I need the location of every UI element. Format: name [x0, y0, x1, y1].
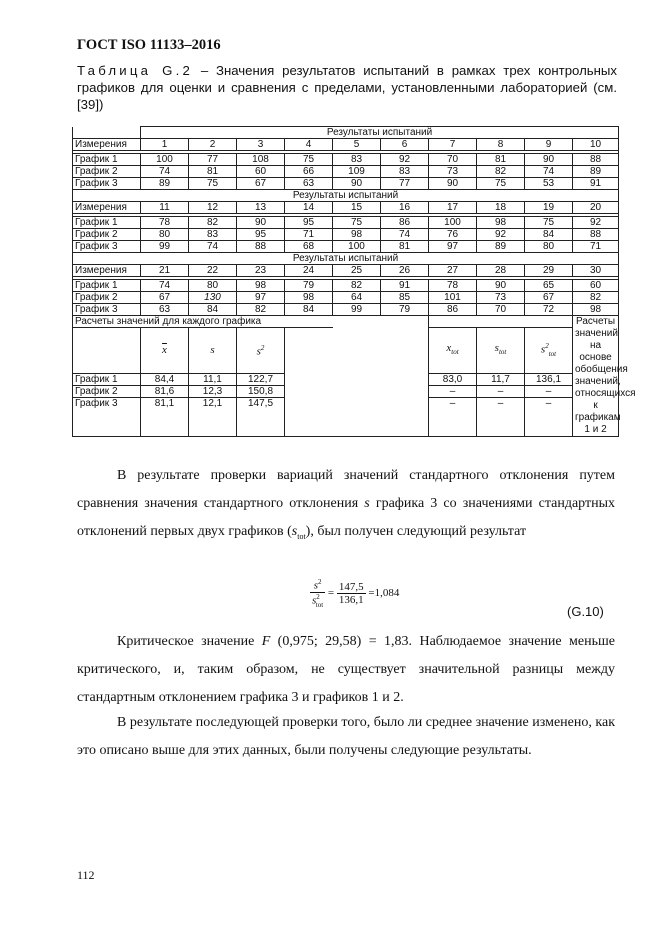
- measure-num: 29: [525, 265, 573, 277]
- cell: 98: [477, 217, 525, 229]
- measure-num: 22: [189, 265, 237, 277]
- measure-row: [73, 265, 619, 277]
- cell: 122,7: [237, 374, 285, 386]
- cell: 88: [573, 154, 619, 166]
- measure-label: Измерения: [73, 202, 141, 214]
- measure-num: 18: [477, 202, 525, 214]
- table-row: [73, 280, 619, 292]
- cell: 83,0: [429, 374, 477, 386]
- cell: 78: [141, 217, 189, 229]
- s2tot-symbol: $s^2_{tot}$: [525, 328, 573, 374]
- cell: 92: [573, 217, 619, 229]
- xbar-symbol: $\overline{x}$: [141, 328, 189, 374]
- para3-text: В результате последующей проверки того, было ли среднее значение изменено, как это описано выше для этих данных, были получены следующие результаты.: [77, 715, 615, 758]
- cell: 74: [381, 229, 429, 241]
- cell: 109: [333, 166, 381, 178]
- table-row: [73, 154, 619, 166]
- cell: 81,1: [141, 398, 189, 437]
- measure-num: 26: [381, 265, 429, 277]
- cell: 75: [525, 217, 573, 229]
- cell: 60: [237, 166, 285, 178]
- measure-num: 30: [573, 265, 619, 277]
- cell: 84: [285, 304, 333, 316]
- cell: 66: [285, 166, 333, 178]
- cell: –: [525, 386, 573, 398]
- cell: 84: [525, 229, 573, 241]
- section-title: Результаты испытаний: [73, 190, 619, 202]
- section-title: Результаты испытаний: [141, 127, 619, 139]
- measure-num: 27: [429, 265, 477, 277]
- cell: 88: [237, 241, 285, 253]
- cell: 150,8: [237, 386, 285, 398]
- row-label: График 3: [73, 304, 141, 316]
- cell: 85: [381, 292, 429, 304]
- cell: 100: [333, 241, 381, 253]
- table-row: [73, 166, 619, 178]
- cell: 68: [285, 241, 333, 253]
- cell: 64: [333, 292, 381, 304]
- para1-text-c: ), был получен следующий результат: [305, 524, 527, 539]
- calc-note: Расчеты значений на основе обобщения значений, относящихся к графикам 1 и 2: [573, 316, 619, 437]
- cell: 81: [381, 241, 429, 253]
- measure-num: 15: [333, 202, 381, 214]
- s2-symbol: $s^2$: [237, 328, 285, 374]
- cell: 91: [573, 178, 619, 190]
- cell: 97: [237, 292, 285, 304]
- cell: 67: [237, 178, 285, 190]
- cell: 71: [285, 229, 333, 241]
- measure-num: 16: [381, 202, 429, 214]
- cell: 83: [381, 166, 429, 178]
- cell: 79: [285, 280, 333, 292]
- cell: 75: [333, 217, 381, 229]
- measure-num: 12: [189, 202, 237, 214]
- measure-label: Измерения: [73, 265, 141, 277]
- s-symbol: s: [189, 328, 237, 374]
- results-table: [72, 126, 636, 437]
- row-label: График 3: [73, 241, 141, 253]
- cell: 11,1: [189, 374, 237, 386]
- cell: 82: [237, 304, 285, 316]
- cell: 77: [381, 178, 429, 190]
- cell: 73: [477, 292, 525, 304]
- row-label: График 2: [73, 166, 141, 178]
- calc-title: Расчеты значений для каждого графика: [73, 316, 333, 328]
- cell: 100: [141, 154, 189, 166]
- cell: 77: [189, 154, 237, 166]
- row-label: График 2: [73, 229, 141, 241]
- cell: 90: [429, 178, 477, 190]
- cell: –: [429, 386, 477, 398]
- document-header: ГОСТ ISO 11133–2016: [77, 37, 221, 53]
- paragraph-3: [77, 709, 615, 765]
- row-label: График 2: [73, 386, 141, 398]
- cell: –: [477, 398, 525, 437]
- table-row: [73, 217, 619, 229]
- cell: 97: [429, 241, 477, 253]
- measure-num: 7: [429, 139, 477, 151]
- measure-num: 3: [237, 139, 285, 151]
- measure-num: 24: [285, 265, 333, 277]
- cell: 67: [525, 292, 573, 304]
- cell: 65: [525, 280, 573, 292]
- cell: 82: [573, 292, 619, 304]
- cell: 90: [333, 178, 381, 190]
- measure-num: 4: [285, 139, 333, 151]
- table-row: [73, 304, 619, 316]
- cell: 53: [525, 178, 573, 190]
- cell: 83: [333, 154, 381, 166]
- measure-num: 14: [285, 202, 333, 214]
- cell: 91: [381, 280, 429, 292]
- para2-F: F: [261, 634, 271, 649]
- para1-text-b: графика 3 со значениями стандартных отклонений первых двух графиков (: [77, 496, 615, 539]
- cell: 100: [429, 217, 477, 229]
- cell: 82: [333, 280, 381, 292]
- cell: 92: [381, 154, 429, 166]
- measure-num: 13: [237, 202, 285, 214]
- cell: 99: [333, 304, 381, 316]
- cell: 75: [477, 178, 525, 190]
- measure-num: 19: [525, 202, 573, 214]
- cell: 90: [525, 154, 573, 166]
- cell: 63: [285, 178, 333, 190]
- para2-text-a: Критическое значение: [117, 634, 262, 649]
- table-caption-label: Таблица G.2: [77, 63, 193, 78]
- stot-symbol: $s_{tot}$: [477, 328, 525, 374]
- measure-row: [73, 139, 619, 151]
- cell: 70: [429, 154, 477, 166]
- measure-num: 28: [477, 265, 525, 277]
- cell: 11,7: [477, 374, 525, 386]
- measure-num: 9: [525, 139, 573, 151]
- measure-num: 23: [237, 265, 285, 277]
- cell: 98: [333, 229, 381, 241]
- cell: 130: [189, 292, 237, 304]
- cell: 84: [189, 304, 237, 316]
- cell: 74: [141, 280, 189, 292]
- cell: 80: [141, 229, 189, 241]
- cell: 73: [429, 166, 477, 178]
- cell: 95: [285, 217, 333, 229]
- measure-num: 10: [573, 139, 619, 151]
- measure-num: 5: [333, 139, 381, 151]
- para1-text-a: В результате проверки вариаций значений стандартного отклонения путем сравнения значения стандартного отклонения: [77, 468, 615, 511]
- formula-right-fraction: $\frac{147,5}{136,1}$: [338, 580, 364, 606]
- cell: 89: [141, 178, 189, 190]
- measure-num: 8: [477, 139, 525, 151]
- paragraph-2: [77, 628, 615, 712]
- cell: 147,5: [237, 398, 285, 437]
- cell: 78: [429, 280, 477, 292]
- measure-row: [73, 202, 619, 214]
- cell: 88: [573, 229, 619, 241]
- cell: 95: [237, 229, 285, 241]
- row-label: График 1: [73, 154, 141, 166]
- cell: 82: [189, 217, 237, 229]
- row-label: График 1: [73, 217, 141, 229]
- row-label: График 1: [73, 280, 141, 292]
- cell: 71: [573, 241, 619, 253]
- cell: 60: [573, 280, 619, 292]
- corner-cell: [73, 127, 141, 139]
- cell: 75: [189, 178, 237, 190]
- cell: 99: [141, 241, 189, 253]
- cell: 81: [189, 166, 237, 178]
- cell: 90: [477, 280, 525, 292]
- cell: 80: [525, 241, 573, 253]
- cell: 98: [237, 280, 285, 292]
- para2-text-b: (0,975; 29,58) = 1,83. Наблюдаемое значение меньше критического, и, таким образом, не существует значительной разницы между стандартным отклонением графика 3 и графиков 1 и 2.: [77, 634, 615, 705]
- page-number: 112: [77, 868, 95, 882]
- cell: 86: [429, 304, 477, 316]
- cell: 90: [237, 217, 285, 229]
- cell: 98: [573, 304, 619, 316]
- measure-num: 25: [333, 265, 381, 277]
- cell: 136,1: [525, 374, 573, 386]
- cell: 74: [141, 166, 189, 178]
- cell: 72: [525, 304, 573, 316]
- formula-result: 1,084: [374, 586, 400, 599]
- cell: 79: [381, 304, 429, 316]
- cell: 101: [429, 292, 477, 304]
- cell: –: [429, 398, 477, 437]
- cell: 74: [189, 241, 237, 253]
- cell: 98: [285, 292, 333, 304]
- cell: 92: [477, 229, 525, 241]
- measure-num: 21: [141, 265, 189, 277]
- paragraph-1: [77, 462, 615, 551]
- section-title: Результаты испытаний: [73, 253, 619, 265]
- cell: 81,6: [141, 386, 189, 398]
- cell: 67: [141, 292, 189, 304]
- cell: 108: [237, 154, 285, 166]
- cell: 74: [525, 166, 573, 178]
- formula-g10: $\frac{s^2}{s^2_{tot}}$ = $\frac{147,5}{136,1}$ =1,084: [312, 578, 400, 609]
- measure-num: 11: [141, 202, 189, 214]
- cell: 83: [189, 229, 237, 241]
- measure-label: Измерения: [73, 139, 141, 151]
- measure-num: 1: [141, 139, 189, 151]
- measure-num: 6: [381, 139, 429, 151]
- cell: 75: [285, 154, 333, 166]
- table-caption-text: – Значения результатов испытаний в рамках трех контрольных графиков для оценки и сравнения с пределами, установленными лабораторией (см. [39]): [77, 63, 617, 112]
- table-caption: [77, 62, 617, 113]
- measure-num: 20: [573, 202, 619, 214]
- cell: 70: [477, 304, 525, 316]
- row-label: График 3: [73, 178, 141, 190]
- para1-s: s: [364, 496, 370, 511]
- cell: 89: [477, 241, 525, 253]
- row-label: График 2: [73, 292, 141, 304]
- cell: 84,4: [141, 374, 189, 386]
- formula-left-fraction: $\frac{s^2}{s^2_{tot}}$: [312, 578, 324, 609]
- cell: 89: [573, 166, 619, 178]
- xtot-symbol: $x_{tot}$: [429, 328, 477, 374]
- para1-stot: s: [291, 524, 298, 539]
- para1-stot-sub: tot: [297, 531, 306, 541]
- table-row: [73, 241, 619, 253]
- row-label: График 1: [73, 374, 141, 386]
- table-row: [73, 292, 619, 304]
- cell: 82: [477, 166, 525, 178]
- cell: –: [525, 398, 573, 437]
- cell: 86: [381, 217, 429, 229]
- row-label: График 3: [73, 398, 141, 437]
- cell: 12,1: [189, 398, 237, 437]
- cell: –: [477, 386, 525, 398]
- cell: 76: [429, 229, 477, 241]
- cell: 63: [141, 304, 189, 316]
- measure-num: 17: [429, 202, 477, 214]
- cell: 12,3: [189, 386, 237, 398]
- table-row: [73, 229, 619, 241]
- measure-num: 2: [189, 139, 237, 151]
- equation-number: (G.10): [567, 604, 604, 619]
- cell: 81: [477, 154, 525, 166]
- cell: 80: [189, 280, 237, 292]
- table-row: [73, 178, 619, 190]
